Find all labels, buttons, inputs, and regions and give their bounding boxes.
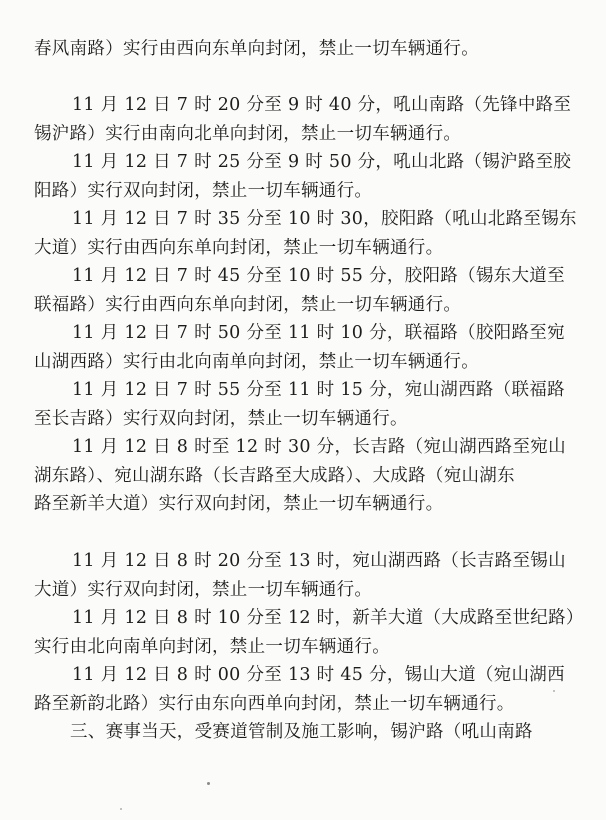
text-line-10: 11 月 12 日 7 时 50 分至 11 时 10 分，联福路（胶阳路至宛 — [72, 323, 565, 343]
text-line-1: 春风南路）实行由西向东单向封闭，禁止一切车辆通行。 — [34, 39, 479, 59]
text-line-4: 11 月 12 日 7 时 25 分至 9 时 50 分，吼山北路（锡沪路至胶 — [72, 152, 572, 172]
text-line-22: 路至新韵北路）实行由东向西单向封闭，禁止一切车辆通行。 — [34, 694, 515, 714]
text-line-19: 11 月 12 日 8 时 10 分至 12 时，新羊大道（大成路至世纪路） — [72, 608, 584, 628]
text-line-8: 11 月 12 日 7 时 45 分至 10 时 55 分，胶阳路（锡东大道至 — [72, 266, 565, 286]
text-line-7: 大道）实行由西向东单向封闭，禁止一切车辆通行。 — [34, 238, 444, 258]
text-line-14: 11 月 12 日 8 时至 12 时 30 分，长吉路（宛山湖西路至宛山 — [72, 437, 566, 457]
text-line-21: 11 月 12 日 8 时 00 分至 13 时 45 分，锡山大道（宛山湖西 — [72, 665, 565, 685]
text-line-3: 锡沪路）实行由南向北单向封闭，禁止一切车辆通行。 — [34, 124, 462, 144]
text-line-16: 路至新羊大道）实行双向封闭，禁止一切车辆通行。 — [34, 494, 444, 514]
text-line-9: 联福路）实行由西向东单向封闭，禁止一切车辆通行。 — [34, 295, 462, 315]
text-line-17: 11 月 12 日 8 时 20 分至 13 时，宛山湖西路（长吉路至锡山 — [72, 551, 566, 571]
text-line-20: 实行由北向南单向封闭，禁止一切车辆通行。 — [34, 637, 390, 657]
text-line-13: 至长吉路）实行双向封闭，禁止一切车辆通行。 — [34, 409, 408, 429]
text-line-11: 山湖西路）实行由北向南单向封闭，禁止一切车辆通行。 — [34, 352, 479, 372]
text-line-2: 11 月 12 日 7 时 20 分至 9 时 40 分，吼山南路（先锋中路至 — [72, 95, 572, 115]
text-line-23: 三、赛事当天，受赛道管制及施工影响，锡沪路（吼山南路 — [70, 722, 533, 742]
text-line-18: 大道）实行双向封闭，禁止一切车辆通行。 — [34, 580, 373, 600]
scan-speck — [207, 782, 210, 785]
scan-speck — [553, 690, 555, 692]
text-line-15: 湖东路）、宛山湖东路（长吉路至大成路）、大成路（宛山湖东 — [34, 466, 515, 486]
scan-speck — [120, 808, 122, 810]
text-line-12: 11 月 12 日 7 时 55 分至 11 时 15 分，宛山湖西路（联福路 — [72, 380, 565, 400]
text-line-6: 11 月 12 日 7 时 35 分至 10 时 30，胶阳路（吼山北路至锡东 — [72, 209, 577, 229]
text-line-5: 阳路）实行双向封闭，禁止一切车辆通行。 — [34, 181, 373, 201]
